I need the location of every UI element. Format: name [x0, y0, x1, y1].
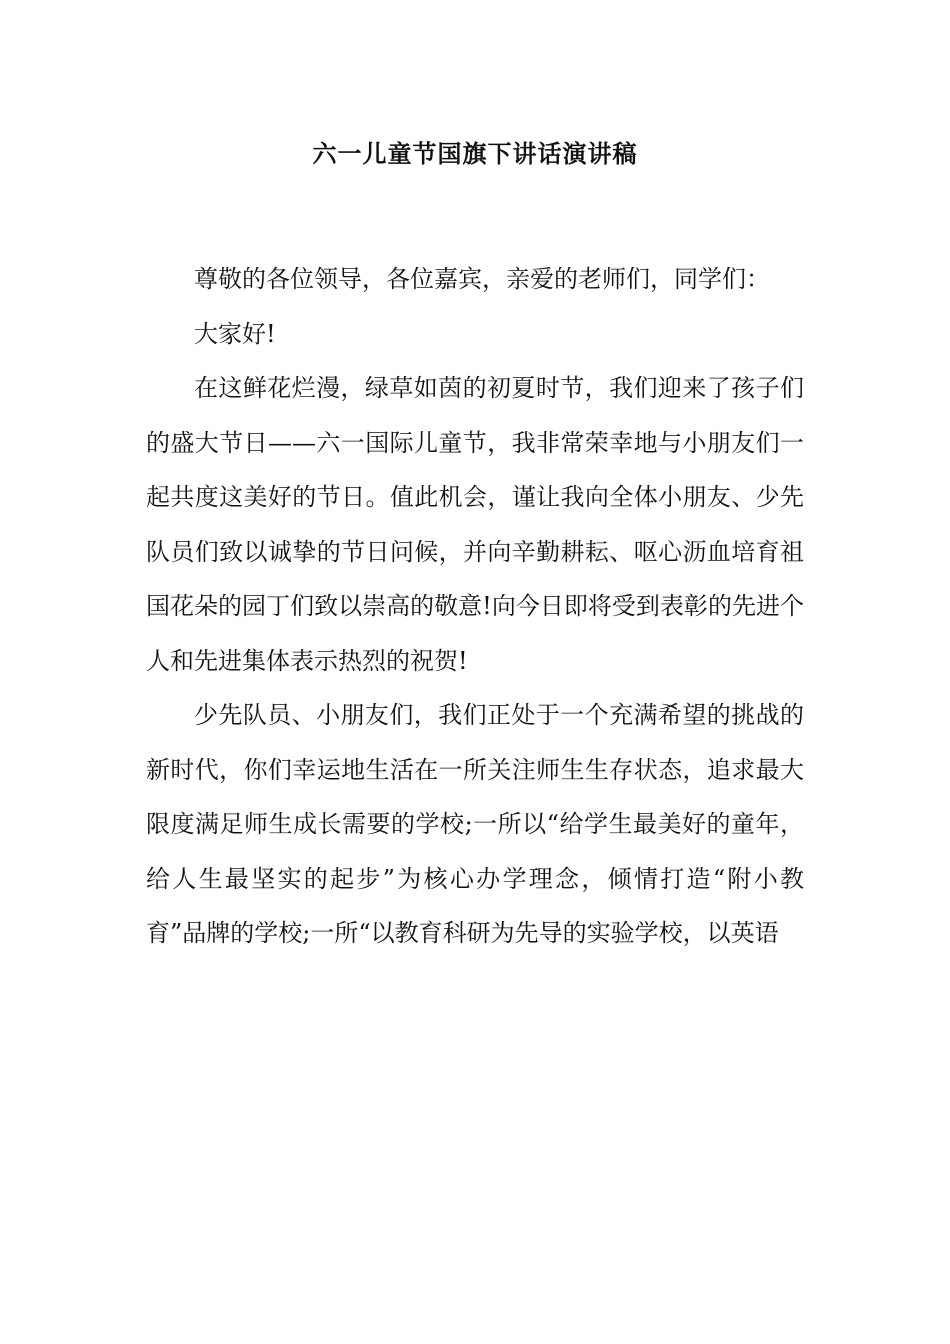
document-title: 六一儿童节国旗下讲话演讲稿 [312, 140, 638, 168]
paragraph-festival: 在这鲜花烂漫，绿草如茵的初夏时节，我们迎来了孩子们的盛大节日——六一国际儿童节，我非常荣幸地与小朋友们一起共度这美好的节日。值此机会，谨让我向全体小朋友、少先队员们致以诚挚的节日问候，并向辛勤耕耘、呕心沥血培育祖国花朵的园丁们致以崇高的敬意!向今日即将受到表彰的先进个人和先进集体表示热烈的祝贺! [146, 374, 804, 675]
paragraph-salutation: 尊敬的各位领导，各位嘉宾，亲爱的老师们，同学们： [194, 265, 770, 293]
paragraph-greeting: 大家好! [194, 319, 276, 348]
document-body [146, 252, 804, 961]
paragraph-school: 少先队员、小朋友们，我们正处于一个充满希望的挑战的新时代，你们幸运地生活在一所关注师生生存状态，追求最大限度满足师生成长需要的学校;一所以“给学生最美好的童年，给人生最坚实的起步”为核心办学理念，倾情打造“附小教育”品牌的学校;一所“以教育科研为先导的实验学校，以英语 [146, 701, 804, 947]
